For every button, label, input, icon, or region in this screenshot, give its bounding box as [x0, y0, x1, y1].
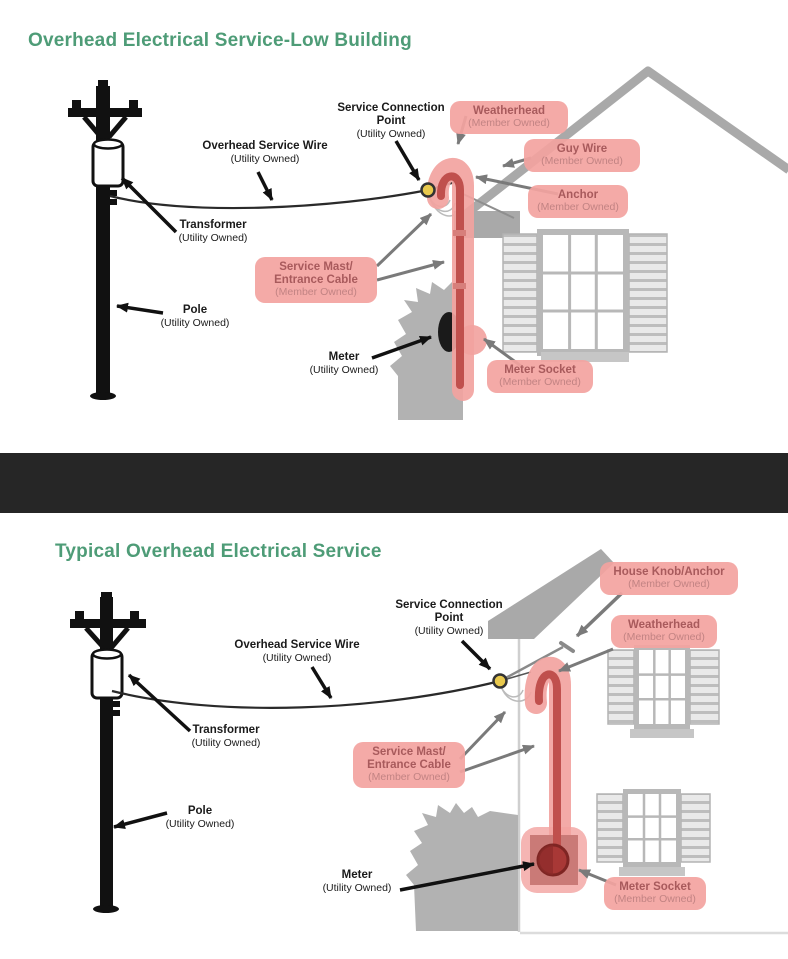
connection-point-dot — [422, 184, 435, 197]
window-sill — [630, 729, 694, 738]
overhead-service-wire-line — [112, 672, 531, 708]
label-sub: (Member Owned) — [368, 770, 450, 783]
utility-pole — [68, 80, 142, 400]
overhead-service-wire-line — [110, 181, 459, 208]
label-title: Weatherhead — [627, 619, 700, 631]
label-meter — [284, 351, 404, 376]
divider-band — [0, 453, 788, 513]
label-house-knob-anchor — [600, 562, 738, 595]
label-sub: (Member Owned) — [614, 892, 696, 905]
insulator — [72, 100, 81, 108]
label-title-line1: Service Mast/ — [372, 746, 446, 758]
label-sub: (Utility Owned) — [160, 317, 230, 330]
service-mast-core — [539, 674, 557, 851]
diagram1-title: Overhead Electrical Service-Low Building — [28, 30, 412, 51]
label-title: Pole — [182, 304, 208, 316]
label-sub: (Member Owned) — [541, 154, 623, 167]
window-glass — [639, 650, 685, 724]
label-title: Meter Socket — [504, 364, 576, 376]
label-transformer — [165, 724, 287, 749]
label-sub: (Member Owned) — [628, 577, 710, 590]
arrow-service-mast-1 — [377, 214, 431, 266]
label-meter-socket — [604, 877, 706, 910]
insulator — [75, 611, 84, 619]
label-meter — [296, 869, 418, 894]
label-weatherhead — [611, 615, 717, 648]
label-sub: (Utility Owned) — [309, 364, 379, 377]
label-title-line2: Entrance Cable — [274, 273, 358, 286]
label-title: Overhead Service Wire — [202, 140, 328, 152]
label-sub: (Member Owned) — [537, 200, 619, 213]
label-title-line1: Service Mast/ — [279, 261, 353, 273]
connection-point-dot — [494, 675, 507, 688]
label-service-mast-entrance-cable — [353, 742, 465, 788]
left-shutter — [608, 650, 634, 724]
window-upper — [608, 645, 719, 738]
label-title: Transformer — [192, 724, 260, 736]
label-title: Guy Wire — [556, 143, 608, 155]
utility-pole — [70, 592, 146, 913]
label-title: Service Connection Point — [337, 102, 445, 128]
label-sub: (Utility Owned) — [230, 153, 300, 166]
label-sub: (Utility Owned) — [262, 652, 332, 665]
pole-base — [93, 905, 119, 913]
arrow-service-wire — [258, 172, 272, 200]
label-sub: (Utility Owned) — [356, 128, 426, 141]
label-sub: (Utility Owned) — [414, 625, 484, 638]
label-title: Pole — [187, 805, 213, 817]
window-glass — [628, 794, 676, 862]
bush — [406, 803, 518, 931]
left-shutter — [597, 794, 623, 862]
label-sub: (Member Owned) — [623, 630, 705, 643]
brace — [111, 628, 128, 648]
label-sub: (Utility Owned) — [165, 818, 235, 831]
arrow-service-mast-2 — [377, 262, 444, 280]
insulator — [130, 611, 139, 619]
label-sub: (Member Owned) — [275, 285, 357, 298]
label-title: Overhead Service Wire — [234, 639, 360, 651]
label-title: Anchor — [557, 189, 599, 201]
label-service-connection-point — [330, 102, 452, 141]
diagram2-title: Typical Overhead Electrical Service — [55, 541, 382, 562]
label-anchor — [528, 185, 628, 218]
pole-shaft — [96, 86, 110, 396]
label-sub: (Member Owned) — [499, 375, 581, 388]
label-sub: (Member Owned) — [468, 116, 550, 129]
left-shutter — [503, 234, 537, 352]
right-shutter — [690, 650, 719, 724]
label-title: Meter Socket — [619, 881, 691, 893]
brace — [109, 117, 126, 137]
arrow-service-wire — [312, 667, 331, 698]
label-sub: (Utility Owned) — [322, 882, 392, 895]
label-title: House Knob/Anchor — [613, 566, 725, 578]
label-guy-wire — [524, 139, 640, 172]
label-transformer — [152, 219, 274, 244]
diagram1-figure — [0, 0, 788, 453]
label-title: Transformer — [179, 219, 247, 231]
pole-base — [90, 392, 116, 400]
label-title: Meter — [328, 351, 360, 363]
right-shutter — [629, 234, 667, 352]
arrow-connection-point — [462, 641, 490, 669]
label-pole — [140, 805, 260, 830]
arrow-weatherhead — [559, 649, 613, 671]
label-weatherhead — [450, 101, 568, 134]
insulator — [129, 100, 138, 108]
diagram-typical-service — [0, 513, 788, 959]
label-title: Service Connection Point — [395, 599, 503, 625]
window — [503, 229, 667, 362]
label-title-line2: Entrance Cable — [367, 758, 451, 771]
label-title: Weatherhead — [472, 105, 545, 117]
window-lower — [597, 789, 710, 876]
label-title: Meter — [341, 869, 373, 881]
arrow-service-mast-2 — [460, 746, 534, 772]
label-sub: (Utility Owned) — [191, 737, 261, 750]
label-service-mast-entrance-cable — [255, 257, 377, 303]
diagram-low-building — [0, 0, 788, 453]
label-sub: (Utility Owned) — [178, 232, 248, 245]
label-overhead-service-wire — [226, 639, 368, 664]
pole-shaft — [100, 597, 113, 909]
arrow-connection-point — [396, 141, 419, 180]
right-shutter — [681, 794, 710, 862]
window-sill — [619, 867, 685, 876]
window-glass — [543, 235, 623, 349]
label-service-connection-point — [388, 599, 510, 638]
label-meter-socket — [487, 360, 593, 393]
label-overhead-service-wire — [194, 140, 336, 165]
service-mast-highlight — [521, 668, 587, 893]
label-pole — [135, 304, 255, 329]
arrow-service-mast-1 — [460, 712, 505, 759]
